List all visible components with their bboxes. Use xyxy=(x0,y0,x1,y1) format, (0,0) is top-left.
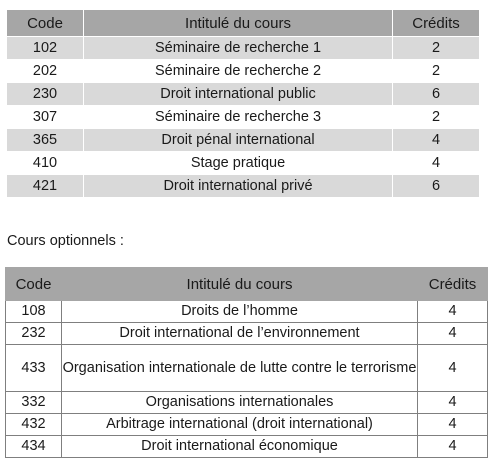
column-header-title: Intitulé du cours xyxy=(62,268,418,301)
optional-courses-table xyxy=(5,267,488,458)
course-code: 102 xyxy=(7,37,84,60)
course-credits: 2 xyxy=(393,60,480,83)
course-title: Droit international privé xyxy=(84,175,393,198)
course-title: Droits de l’homme xyxy=(62,301,418,323)
table-header-row xyxy=(7,10,480,37)
table-row xyxy=(7,60,480,83)
course-title: Organisations internationales xyxy=(62,392,418,414)
course-code: 433 xyxy=(6,345,62,392)
table-row xyxy=(6,414,488,436)
course-code: 421 xyxy=(7,175,84,198)
table-header-row xyxy=(6,268,488,301)
course-credits: 2 xyxy=(393,106,480,129)
table-row xyxy=(7,152,480,175)
optional-courses-heading: Cours optionnels : xyxy=(7,233,124,249)
course-code: 108 xyxy=(6,301,62,323)
course-credits: 6 xyxy=(393,175,480,198)
table-row xyxy=(7,175,480,198)
course-code: 202 xyxy=(7,60,84,83)
column-header-credits: Crédits xyxy=(418,268,488,301)
course-credits: 4 xyxy=(418,414,488,436)
course-title: Séminaire de recherche 1 xyxy=(84,37,393,60)
column-header-title: Intitulé du cours xyxy=(84,10,393,37)
course-title: Arbitrage international (droit international) xyxy=(62,414,418,436)
table-row xyxy=(6,345,488,392)
table-row xyxy=(6,436,488,458)
course-title: Droit pénal international xyxy=(84,129,393,152)
course-credits: 4 xyxy=(393,129,480,152)
course-credits: 4 xyxy=(418,323,488,345)
course-title: Séminaire de recherche 3 xyxy=(84,106,393,129)
course-title: Droit international public xyxy=(84,83,393,106)
course-title: Droit international économique xyxy=(62,436,418,458)
course-title: Droit international de l’environnement xyxy=(62,323,418,345)
course-credits: 4 xyxy=(418,301,488,323)
required-courses-table xyxy=(6,9,480,198)
course-code: 307 xyxy=(7,106,84,129)
table-row xyxy=(7,106,480,129)
course-credits: 4 xyxy=(418,392,488,414)
table-row xyxy=(6,392,488,414)
table-row xyxy=(7,83,480,106)
course-title: Séminaire de recherche 2 xyxy=(84,60,393,83)
table-row xyxy=(6,301,488,323)
course-code: 230 xyxy=(7,83,84,106)
column-header-code: Code xyxy=(7,10,84,37)
table-row xyxy=(6,323,488,345)
course-code: 410 xyxy=(7,152,84,175)
course-credits: 4 xyxy=(418,436,488,458)
column-header-credits: Crédits xyxy=(393,10,480,37)
table-row xyxy=(7,37,480,60)
course-code: 432 xyxy=(6,414,62,436)
course-credits: 4 xyxy=(418,345,488,392)
course-credits: 2 xyxy=(393,37,480,60)
table-row xyxy=(7,129,480,152)
course-code: 332 xyxy=(6,392,62,414)
column-header-code: Code xyxy=(6,268,62,301)
course-credits: 4 xyxy=(393,152,480,175)
course-title: Stage pratique xyxy=(84,152,393,175)
course-code: 232 xyxy=(6,323,62,345)
course-title: Organisation internationale de lutte contre le terrorisme xyxy=(62,345,418,392)
course-code: 434 xyxy=(6,436,62,458)
course-credits: 6 xyxy=(393,83,480,106)
course-code: 365 xyxy=(7,129,84,152)
